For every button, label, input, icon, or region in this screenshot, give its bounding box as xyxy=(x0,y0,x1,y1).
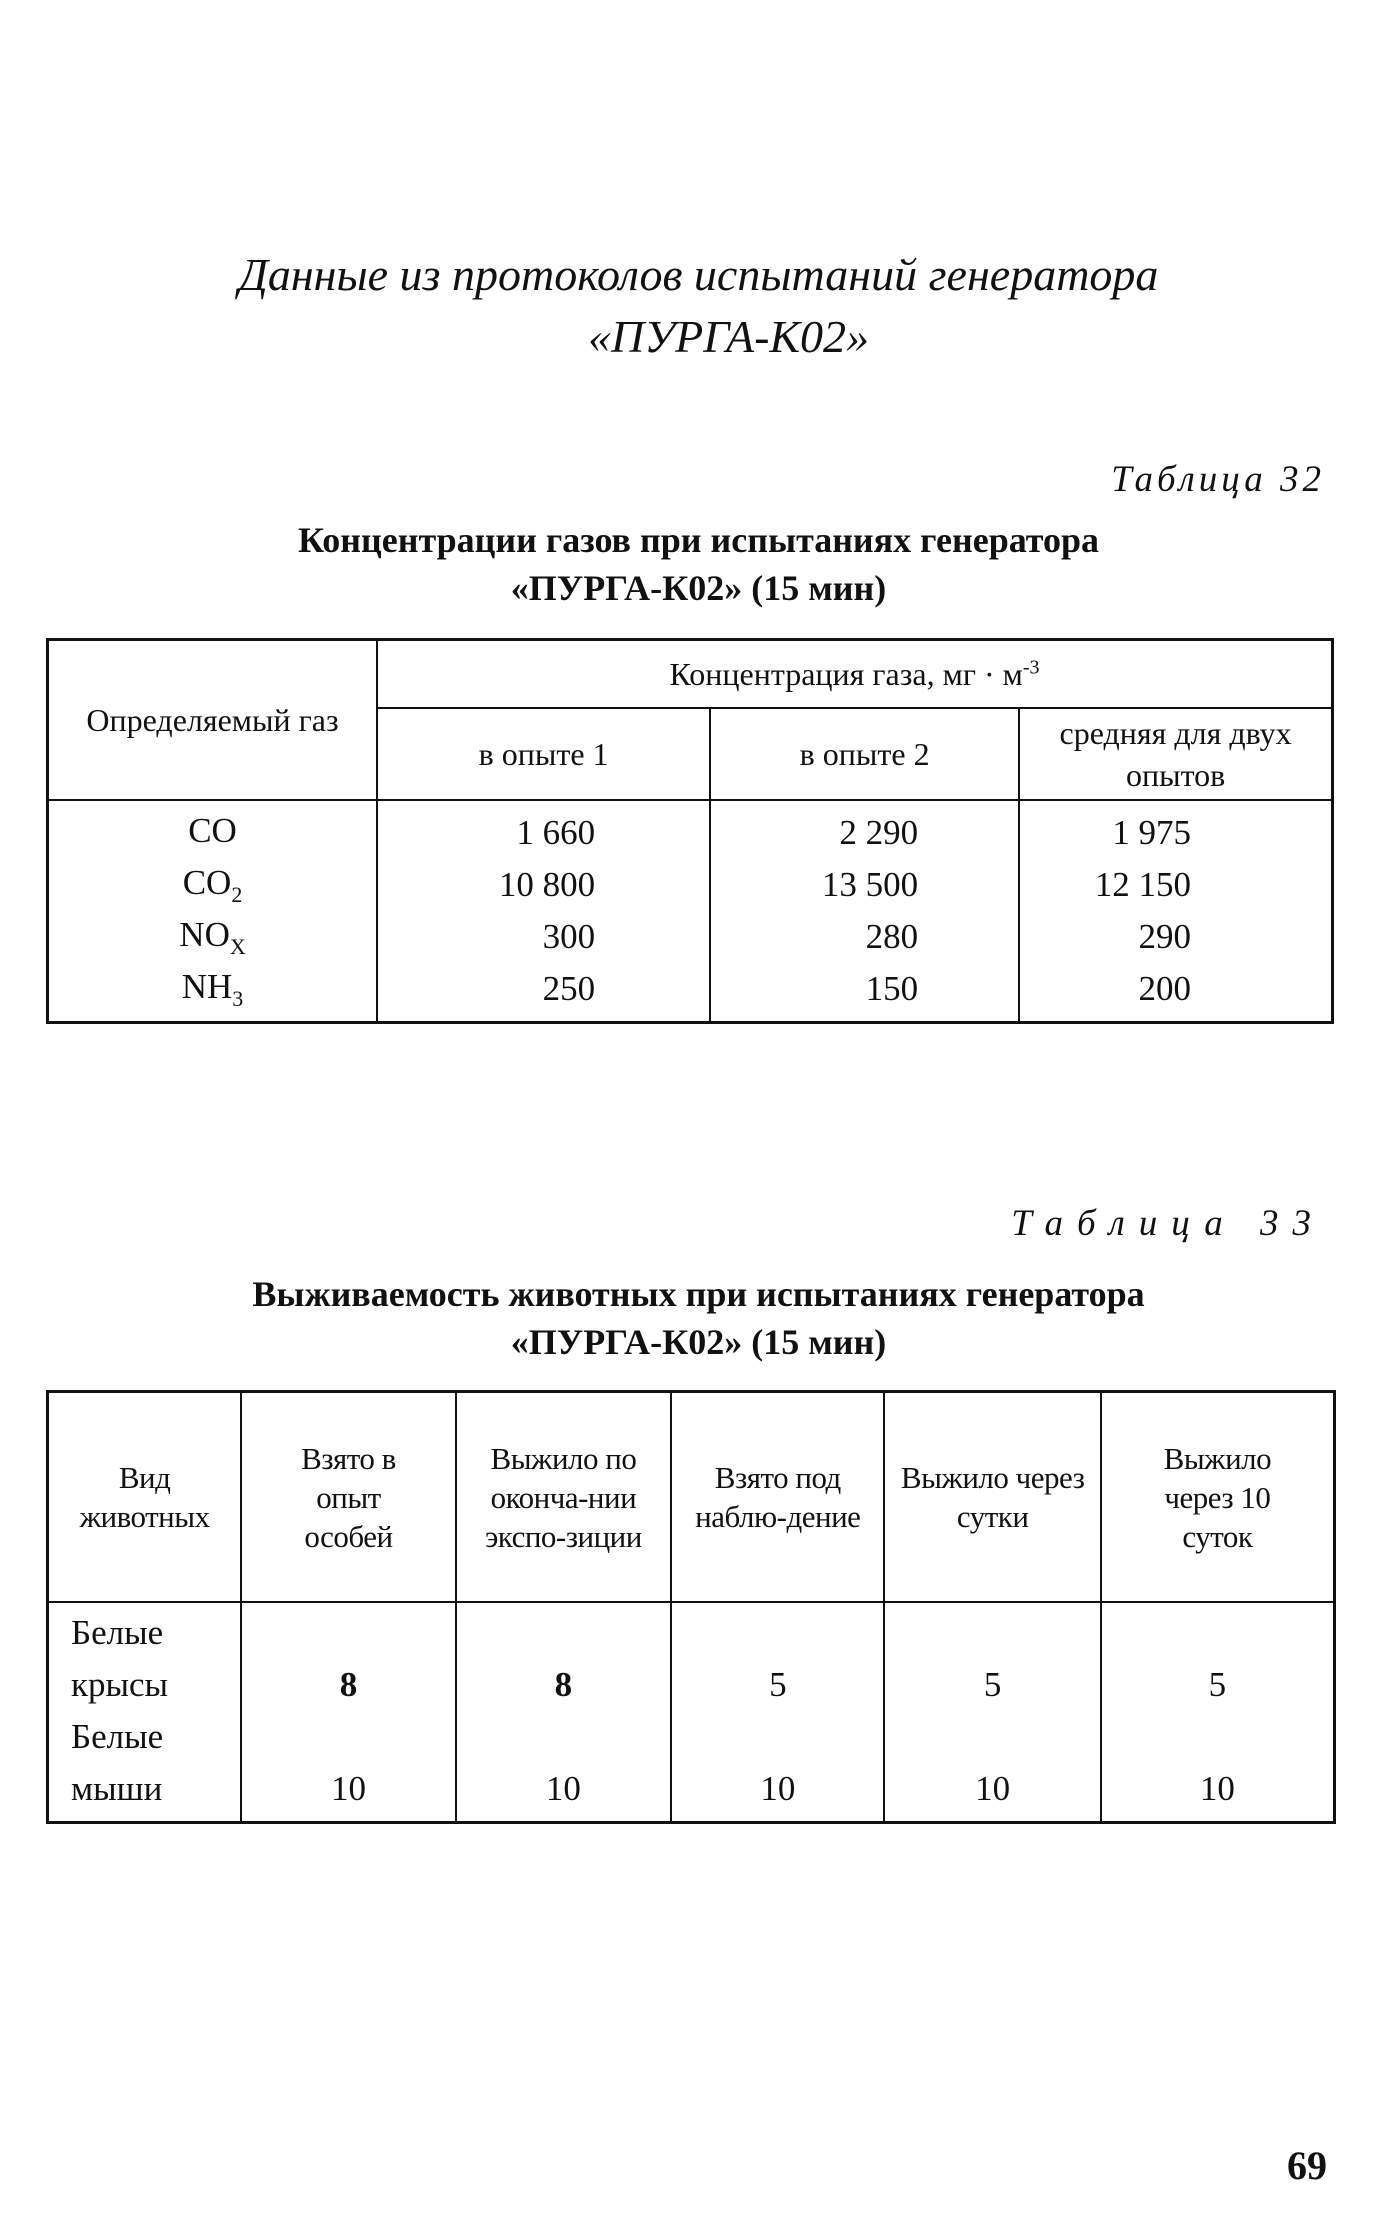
animal-kind-line-2: крысы xyxy=(48,1659,242,1711)
heading-line-2: «ПУРГА-К02» xyxy=(588,311,869,362)
animal-kind-line-2: мыши xyxy=(48,1763,242,1823)
table-32-title-line-2: «ПУРГА-К02» (15 мин) xyxy=(510,568,887,608)
table-row xyxy=(48,859,1333,911)
avg-value: 290 xyxy=(1019,911,1332,963)
header-survived-10-days: Выжило через 10 суток xyxy=(1101,1392,1335,1603)
header-exp-2: в опыте 2 xyxy=(710,708,1019,800)
exp2-value: 280 xyxy=(710,911,1019,963)
survived-day-value: 10 xyxy=(884,1763,1100,1823)
table-row xyxy=(48,911,1333,963)
exp2-value: 150 xyxy=(710,963,1019,1023)
table-row xyxy=(48,1602,1335,1659)
exp1-value: 250 xyxy=(377,963,710,1023)
header-gas: Определяемый газ xyxy=(48,640,378,801)
gas-name: CO xyxy=(48,800,378,859)
table-33-title-line-1: Выживаемость животных при испытаниях генератора xyxy=(252,1274,1145,1314)
header-concentration-exponent: -3 xyxy=(1022,655,1040,678)
survived-exposure-value: 10 xyxy=(456,1763,671,1823)
exp1-value: 1 660 xyxy=(377,800,710,859)
survived-10-days-value: 5 xyxy=(1101,1659,1335,1711)
header-average: средняя для двух опытов xyxy=(1019,708,1332,800)
table-32-title xyxy=(0,516,1397,612)
observed-value: 5 xyxy=(671,1659,884,1711)
exp1-value: 300 xyxy=(377,911,710,963)
gas-name: $CO_2$ xyxy=(48,859,378,911)
exp2-value: 2 290 xyxy=(710,800,1019,859)
animal-kind-line-1: Белые xyxy=(48,1711,242,1763)
table-33-label: Таблица 33 xyxy=(1011,1203,1325,1244)
avg-value: 200 xyxy=(1019,963,1332,1023)
survived-10-days-value: 10 xyxy=(1101,1763,1335,1823)
table-row xyxy=(48,1711,1335,1763)
header-survived-exposure: Выжило по оконча-нии экспо-зиции xyxy=(456,1392,671,1603)
gas-name: $NH_3$ xyxy=(48,963,378,1023)
table-33-title xyxy=(0,1270,1397,1366)
survived-exposure-value: 8 xyxy=(456,1659,671,1711)
avg-value: 1 975 xyxy=(1019,800,1332,859)
heading-line-1: Данные из протоколов испытаний генератора xyxy=(238,249,1159,300)
table-32-title-line-1: Концентрации газов при испытаниях генератора xyxy=(297,520,1100,560)
exp2-value: 13 500 xyxy=(710,859,1019,911)
animal-kind-line-1: Белые xyxy=(48,1602,242,1659)
table-row xyxy=(48,1763,1335,1823)
animal-survival-table xyxy=(46,1390,1336,1824)
table-row xyxy=(48,800,1333,859)
header-concentration-label: Концентрация газа, мг · м xyxy=(669,655,1023,692)
survived-day-value: 5 xyxy=(884,1659,1100,1711)
header-survived-day: Выжило через сутки xyxy=(884,1392,1100,1603)
observed-value: 10 xyxy=(671,1763,884,1823)
exp1-value: 10 800 xyxy=(377,859,710,911)
table-row xyxy=(48,1659,1335,1711)
taken-value: 8 xyxy=(241,1659,455,1711)
table-row xyxy=(48,963,1333,1023)
table-32-label: Таблица 32 xyxy=(1111,459,1325,500)
page-number: 69 xyxy=(1287,2143,1327,2188)
header-taken: Взято в опыт особей xyxy=(241,1392,455,1603)
gas-concentration-table xyxy=(46,638,1334,1024)
header-observed: Взято под наблю-дение xyxy=(671,1392,884,1603)
header-animal-kind: Вид животных xyxy=(48,1392,242,1603)
gas-name: $NO_X$ xyxy=(48,911,378,963)
page-heading xyxy=(0,244,1397,368)
taken-value: 10 xyxy=(241,1763,455,1823)
header-exp-1: в опыте 1 xyxy=(377,708,710,800)
table-33-title-line-2: «ПУРГА-К02» (15 мин) xyxy=(510,1322,887,1362)
avg-value: 12 150 xyxy=(1019,859,1332,911)
header-concentration xyxy=(377,640,1332,709)
